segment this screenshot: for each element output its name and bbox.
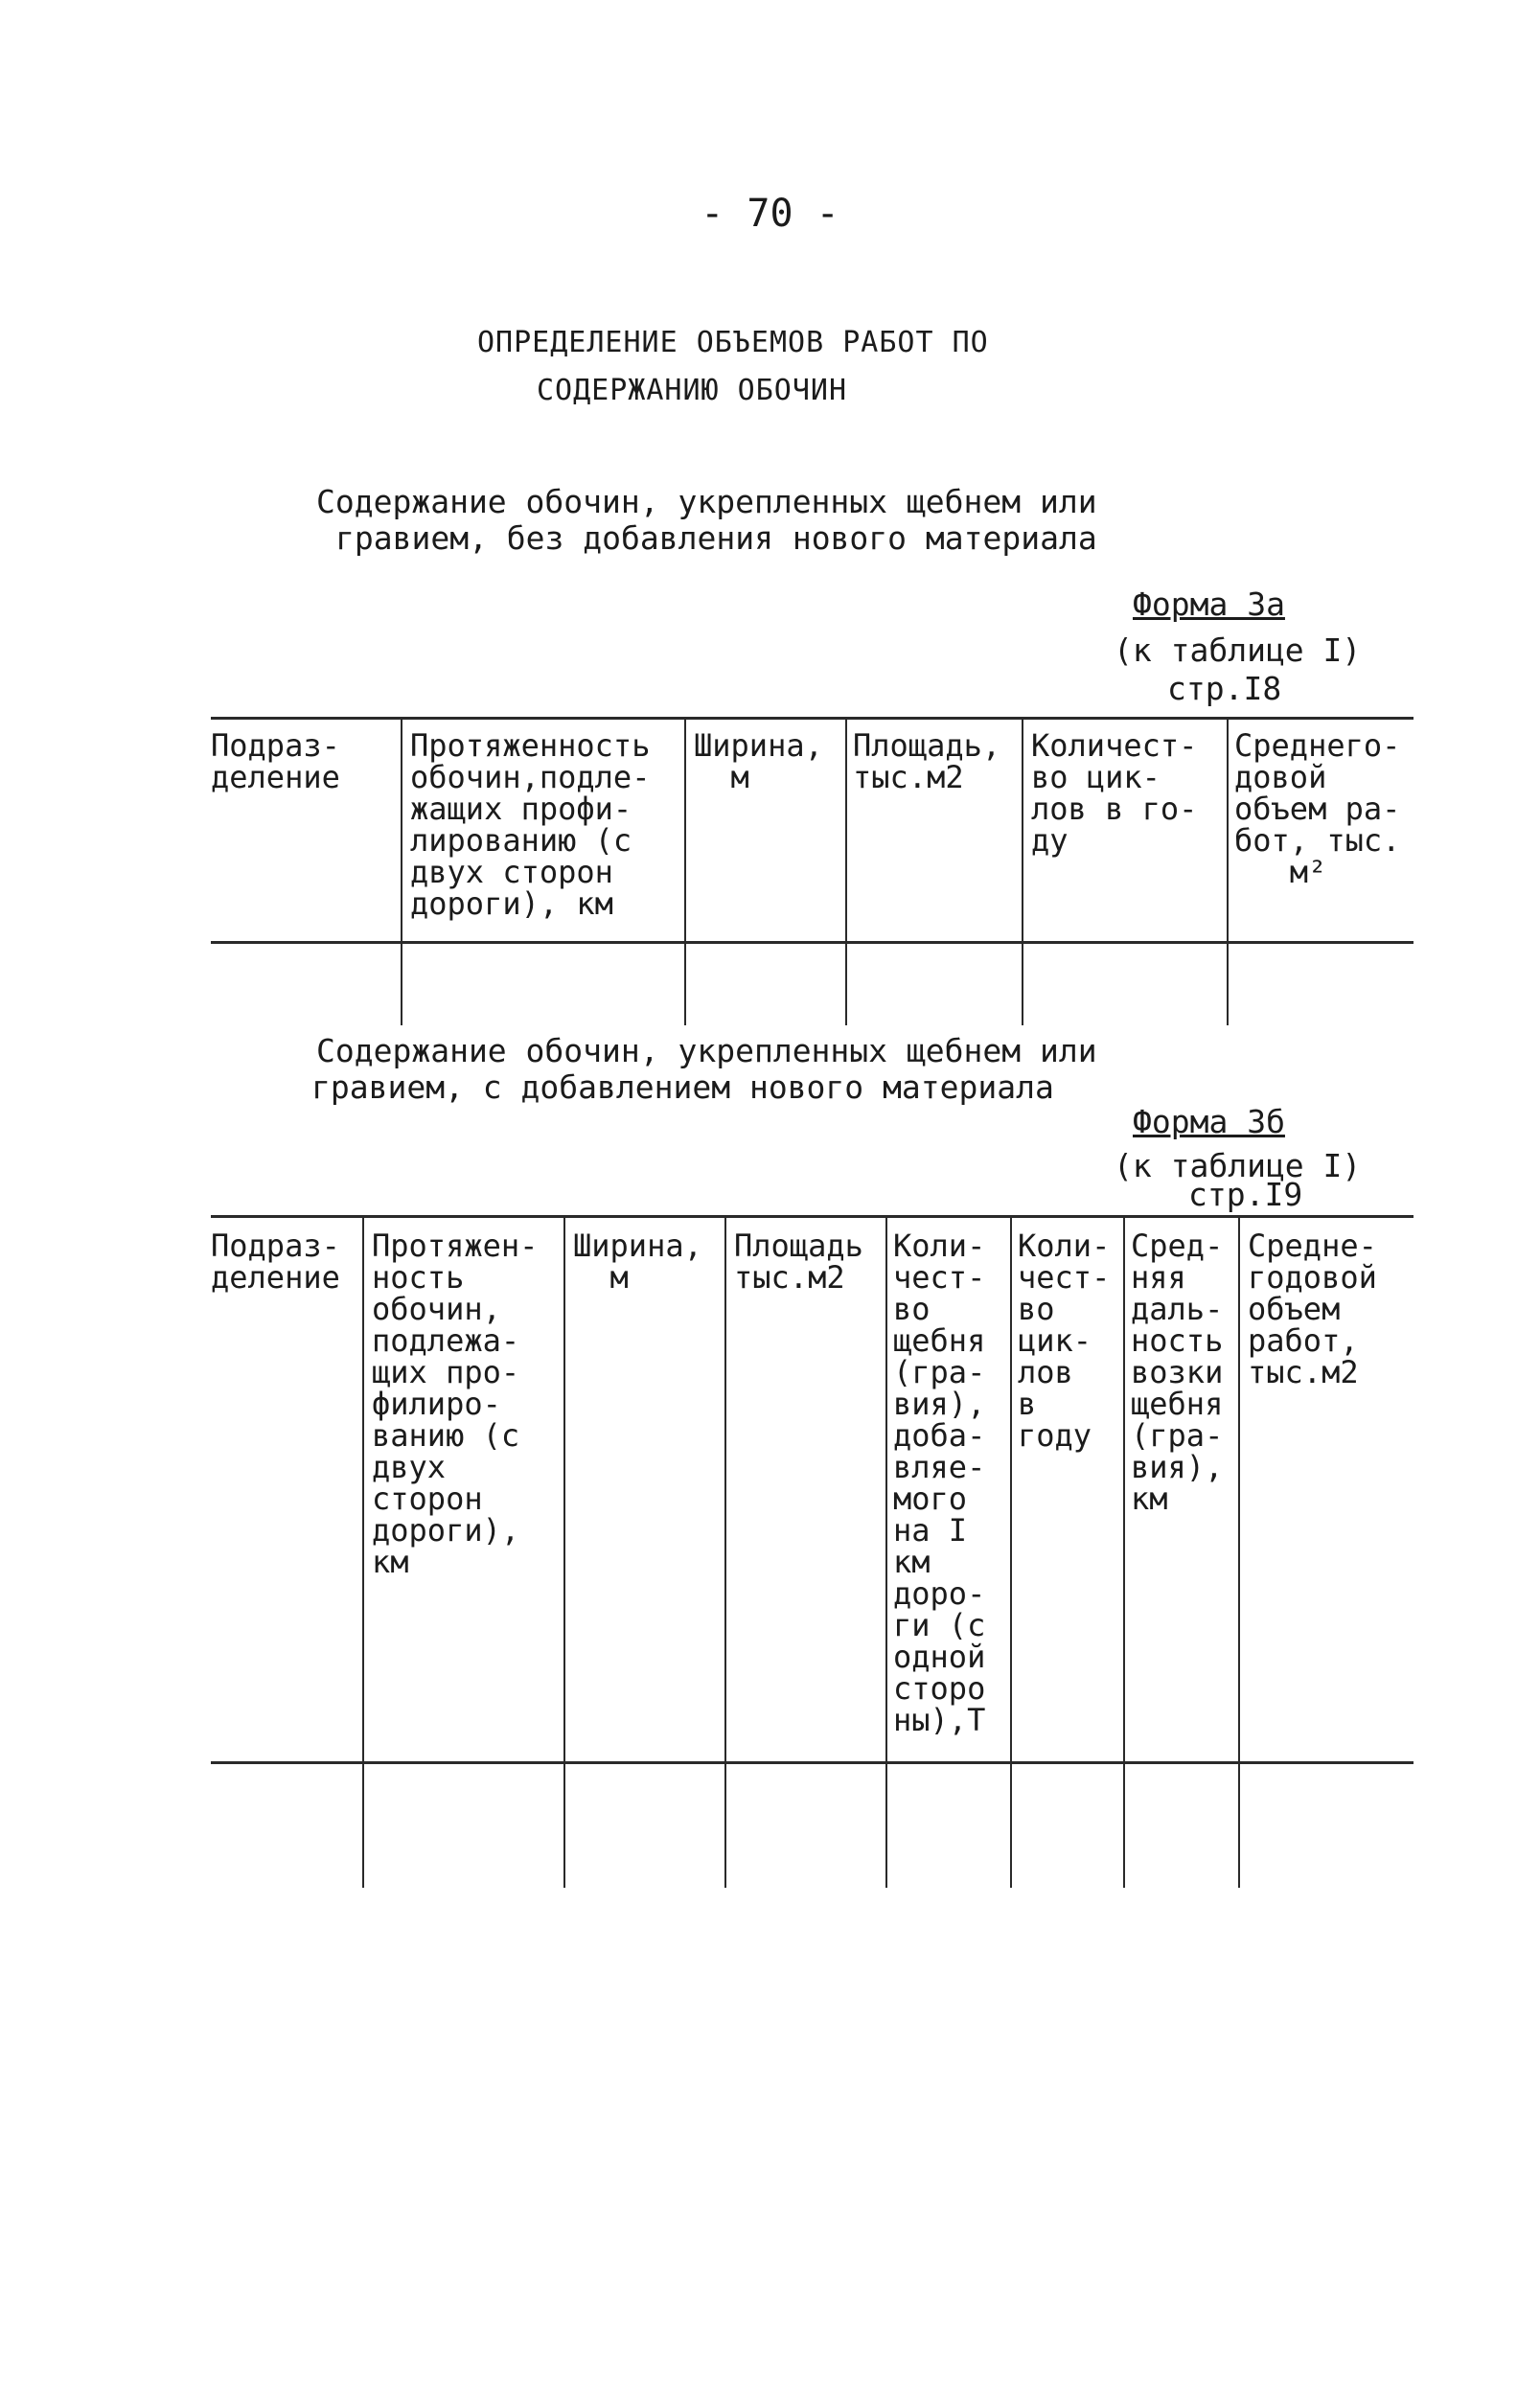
section-a-caption-line2: гравием, без добавления нового материала — [335, 519, 1097, 557]
table-3b-divider — [362, 1217, 364, 1888]
table-3a-header-cell: Подраз- деление — [211, 727, 340, 795]
table-3b-header-cell: Подраз- деление — [211, 1228, 340, 1296]
section-b-caption-line2: гравием, с добавлением нового материала — [311, 1068, 1054, 1106]
table-3b-header-cell: Коли- чест- во цик- лов в году — [1018, 1228, 1111, 1454]
table-3b-divider — [1238, 1217, 1240, 1888]
form-3a-label: Форма 3а — [1133, 585, 1285, 623]
document-title-line1: ОПРЕДЕЛЕНИЕ ОБЪЕМОВ РАБОТ ПО — [477, 326, 989, 359]
table-3b-top-rule — [211, 1215, 1414, 1218]
form-3a-page: стр.I8 — [1167, 670, 1282, 707]
section-a-caption-line1: Содержание обочин, укрепленных щебнем или — [316, 483, 1097, 520]
table-3b-divider — [885, 1217, 887, 1888]
table-3a-header-cell: Протяженность обочин,подле- жащих профи- лированию (с двух сторон дороги), км — [410, 727, 651, 922]
table-3a-divider — [1022, 719, 1023, 1025]
form-3a-ref: (к таблице I) — [1114, 631, 1362, 669]
table-3b-header-cell: Площадь тыс.м2 — [734, 1228, 863, 1296]
table-3b-divider — [1123, 1217, 1125, 1888]
table-3b-header-cell: Сред- няя даль- ность возки щебня (гра- вия), км — [1131, 1228, 1224, 1517]
table-3a-header-cell: Площадь, тыс.м2 — [853, 727, 1001, 795]
table-3a-header-cell: Среднего- довой объем ра- бот, тыс. м² — [1234, 727, 1401, 890]
table-3a-divider — [401, 719, 402, 1025]
form-3b-page: стр.I9 — [1188, 1176, 1303, 1213]
table-3b-divider — [724, 1217, 726, 1888]
table-3a-header-cell: Ширина, м — [694, 727, 823, 795]
table-3a-divider — [845, 719, 847, 1025]
section-b-caption-line1: Содержание обочин, укрепленных щебнем или — [316, 1032, 1097, 1069]
table-3a-header-cell: Количест- во цик- лов в го- ду — [1031, 727, 1198, 859]
table-3b-header-cell: Протяжен- ность обочин, подлежа- щих про- филиро- ванию (с двух сторон дороги), км — [372, 1228, 539, 1580]
table-3a-top-rule — [211, 717, 1414, 720]
table-3b-header-cell: Ширина, м — [573, 1228, 702, 1296]
table-3b-header-cell: Средне- годовой объем работ, тыс.м2 — [1248, 1228, 1377, 1390]
table-3a-divider — [684, 719, 686, 1025]
table-3b-divider — [563, 1217, 565, 1888]
table-3a-divider — [1227, 719, 1229, 1025]
form-3b-ref: (к таблице I) — [1114, 1147, 1362, 1184]
table-3b-header-rule — [211, 1761, 1414, 1764]
table-3a-header-rule — [211, 941, 1414, 944]
table-3b-divider — [1010, 1217, 1012, 1888]
document-title-line2: СОДЕРЖАНИЮ ОБОЧИН — [537, 374, 848, 407]
form-3b-label: Форма 3б — [1133, 1103, 1285, 1140]
table-3b-header-cell: Коли- чест- во щебня (гра- вия), доба- вляе- мого на I км доро- ги (с одной сторо ны),Т — [893, 1228, 986, 1738]
page-number: - 70 - — [701, 192, 839, 236]
